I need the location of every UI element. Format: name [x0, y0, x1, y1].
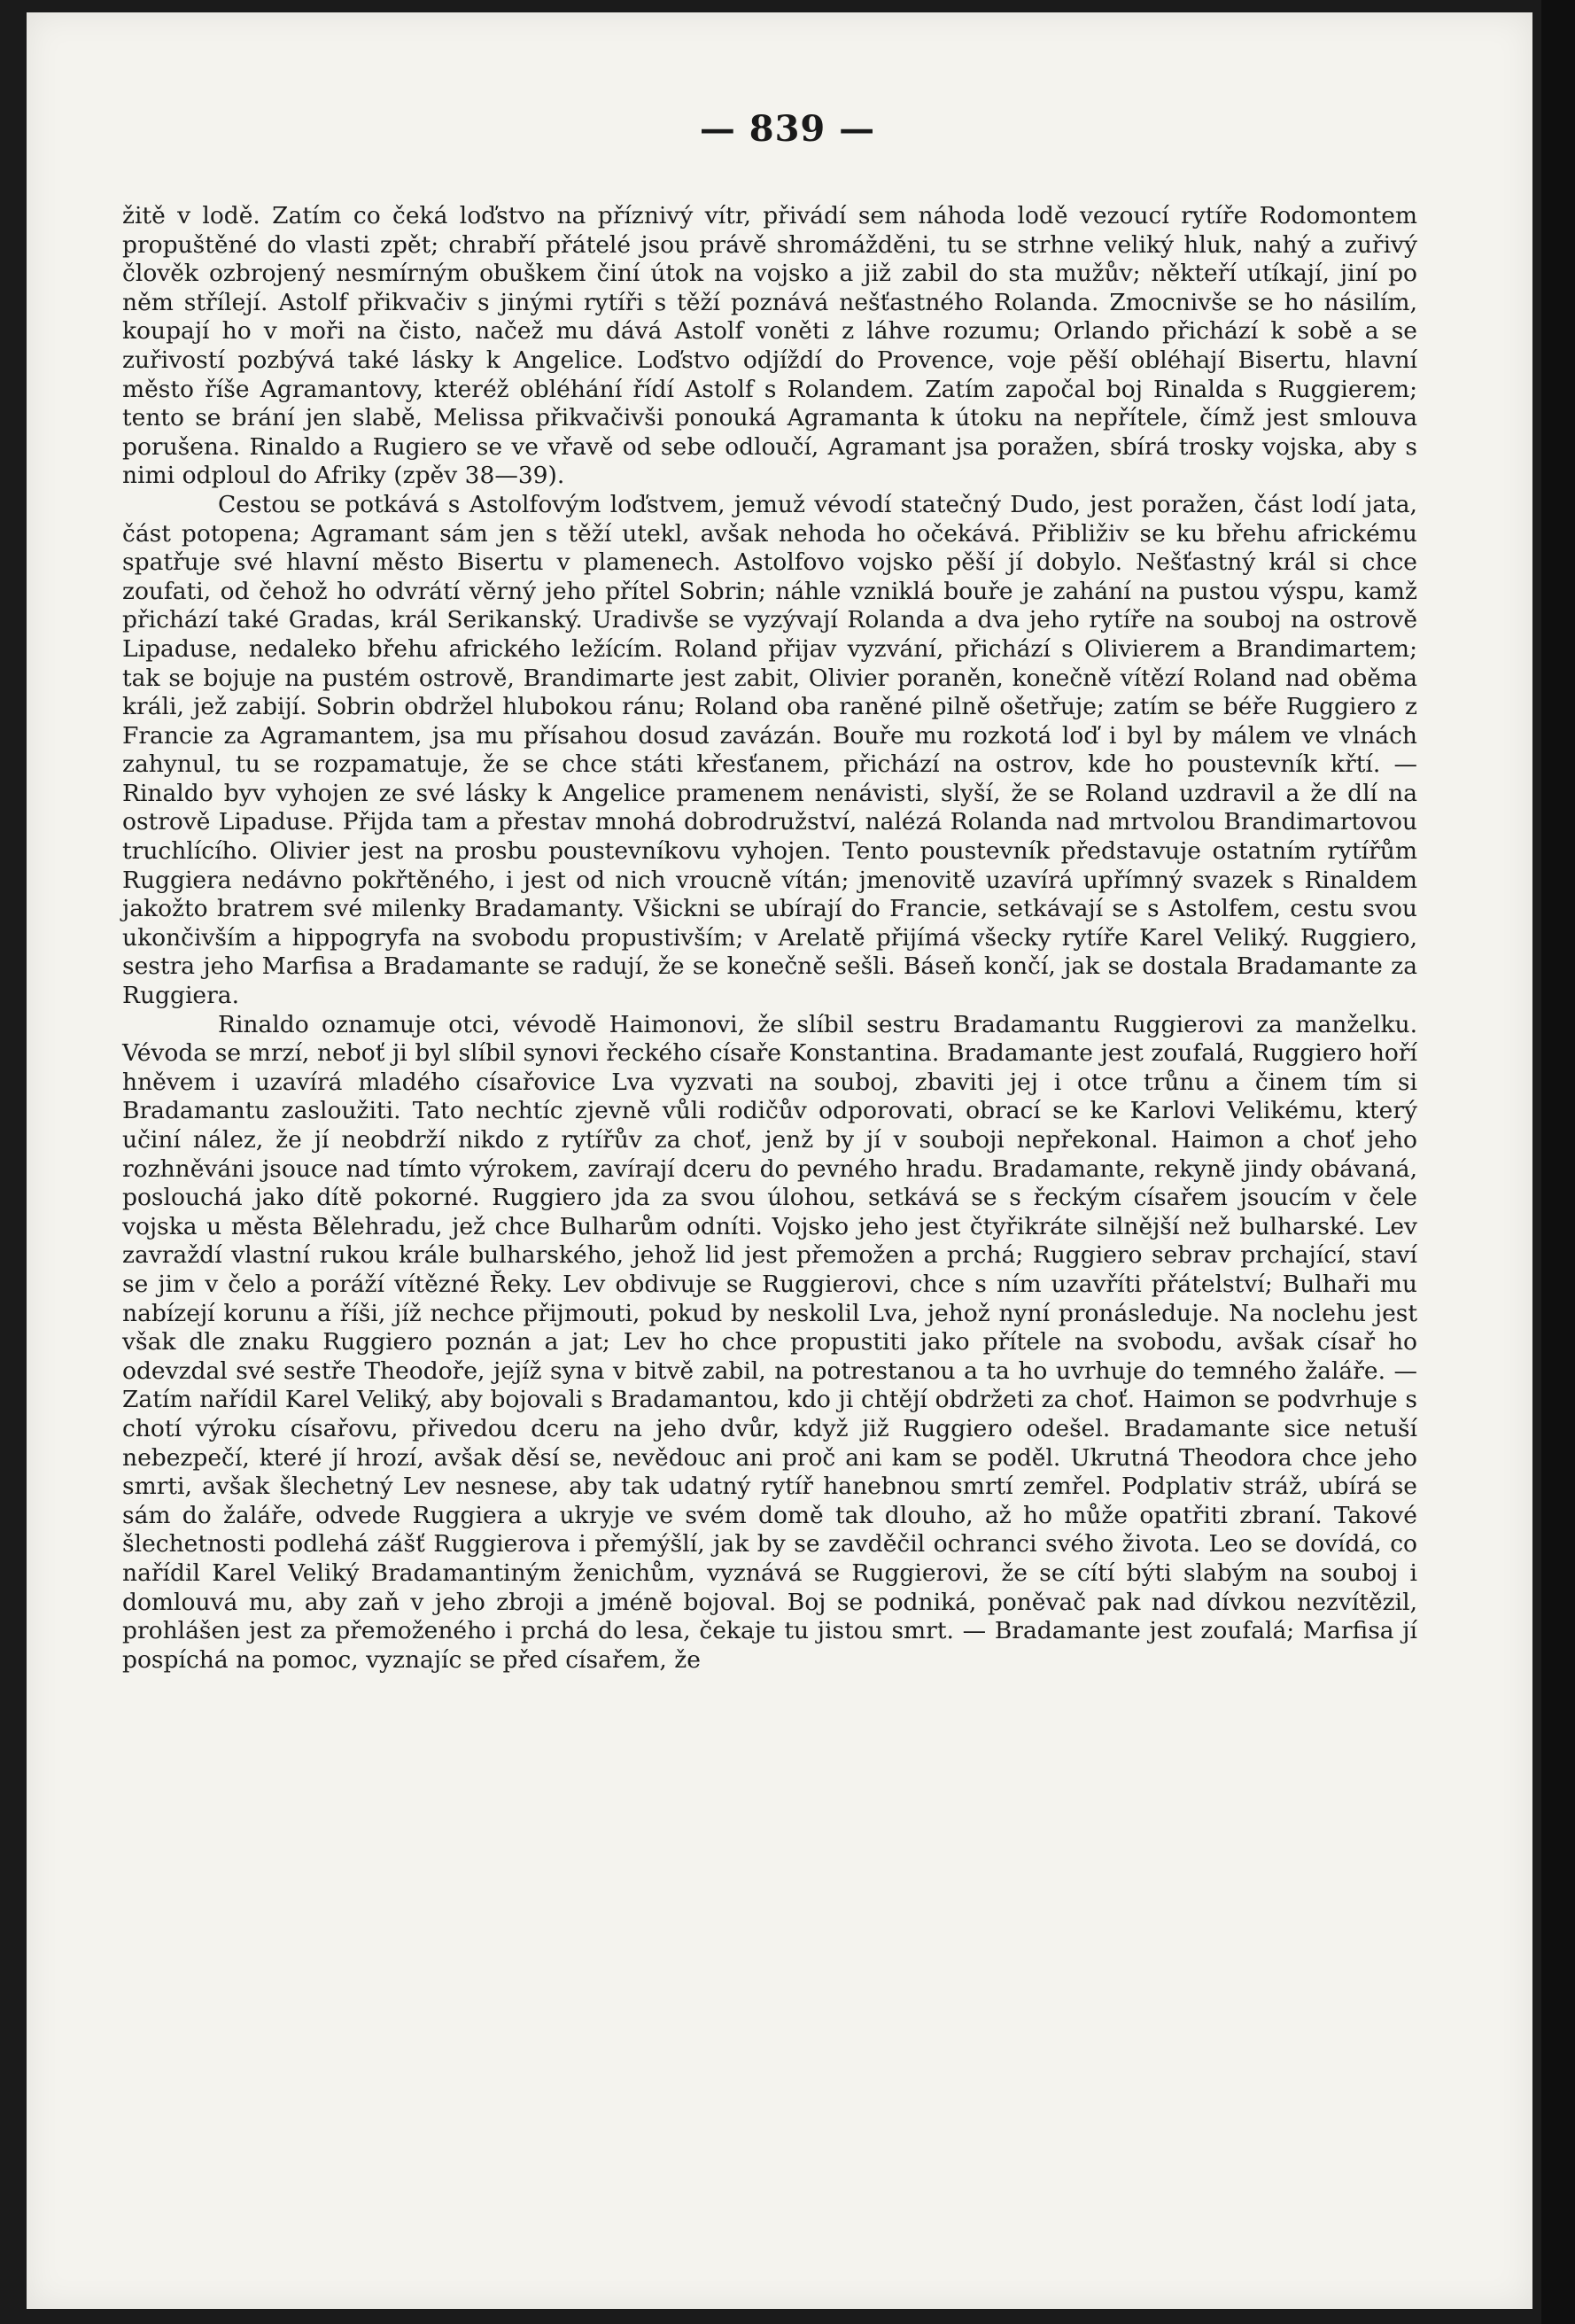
paragraph-1: žitě v lodě. Zatím co čeká loďstvo na příznivý vítr, přivádí sem náhoda lodě vezoucí rytíře Rodomontem propuštěné do vlasti zpět; chrabří přátelé jsou právě shromážděni, tu se strhne veliký hluk, nahý a zuřivý člověk ozbrojený nesmírným obuškem činí útok na vojsko a již zabil do sta mužův; někteří utíkají, jiní po něm střílejí. Astolf přikvačiv s jinými rytíři s těží poznává nešťastného Rolanda. Zmocnivše se ho násilím, koupají ho v moři na čisto, načež mu dává Astolf voněti z láhve rozumu; Orlando přichází k sobě a se zuřivostí pozbývá také lásky k Angelice. Loďstvo odjíždí do Provence, voje pěší obléhají Bisertu, hlavní město říše Agramantovy, kteréž obléhání řídí Astolf s Rolandem. Zatím započal boj Rinalda s Ruggierem; tento se brání jen slabě, Melissa přikvačivši ponouká Agramanta k útoku na nepřítele, čímž jest smlouva porušena. Rinaldo a Rugiero se ve vřavě od sebe odloučí, Agramant jsa poražen, sbírá trosky vojska, aby s nimi odploul do Afriky (zpěv 38—39). [122, 202, 1417, 490]
scan-edge [1541, 0, 1575, 2324]
page-number: — 839 — [699, 108, 876, 150]
paragraph-2: Cestou se potkává s Astolfovým loďstvem, jemuž vévodí statečný Dudo, jest poražen, část lodí jata, část potopena; Agramant sám jen s těží utekl, avšak nehoda ho očekává. Přibliživ se ku břehu africkému spatřuje své hlavní město Bisertu v plamenech. Astolfovo vojsko pěší jí dobylo. Nešťastný král si chce zoufati, od čehož ho odvrátí věrný jeho přítel Sobrin; náhle vzniklá bouře je zahání na pustou výspu, kamž přichází také Gradas, král Serikanský. Uradivše se vyzývají Rolanda a dva jeho rytíře na souboj na ostrově Lipaduse, nedaleko břehu afrického ležícím. Roland přijav vyzvání, přichází s Olivierem a Brandimartem; tak se bojuje na pustém ostrově, Brandimarte jest zabit, Olivier poraněn, konečně vítězí Roland nad oběma králi, jež zabijí. Sobrin obdržel hlubokou ránu; Roland oba raněné pilně ošetřuje; zatím se béře Ruggiero z Francie za Agramantem, jsa mu přísahou dosud zavázán. Bouře mu rozkotá loď i byl by málem ve vlnách zahynul, tu se rozpamatuje, že se chce státi křesťanem, přichází na ostrov, kde ho poustevník křtí. — Rinaldo byv vyhojen ze své lásky k Angelice pramenem nenávisti, slyší, že se Roland uzdravil a že dlí na ostrově Lipaduse. Přijda tam a přestav mnohá dobrodružství, nalézá Rolanda nad mrtvolou Brandimartovou truchlícího. Olivier jest na prosbu poustevníkovu vyhojen. Tento poustevník představuje ostatním rytířům Ruggiera nedávno pokřtěného, i jest od nich vroucně vítán; jmenovitě uzavírá upřímný svazek s Rinaldem jakožto bratrem své milenky Bradamanty. Všickni se ubírají do Francie, setkávají se s Astolfem, cestu svou ukončivším a hippogryfa na svobodu propustivším; v Arelatě přijímá všecky rytíře Karel Veliký. Ruggiero, sestra jeho Marfisa a Bradamante se radují, že se konečně sešli. Báseň končí, jak se dostala Bradamante za Ruggiera. [122, 490, 1417, 1010]
page-body [122, 202, 1417, 1675]
paragraph-3: Rinaldo oznamuje otci, vévodě Haimonovi, že slíbil sestru Bradamantu Ruggierovi za manželku. Vévoda se mrzí, neboť ji byl slíbil synovi řeckého císaře Konstantina. Bradamante jest zoufalá, Ruggiero hoří hněvem i uzavírá mladého císařovice Lva vyzvati na souboj, zbaviti jej i otce trůnu a činem tím si Bradamantu zasloužiti. Tato nechtíc zjevně vůli rodičův odporovati, obrací se ke Karlovi Velikému, který učiní nález, že jí neobdrží nikdo z rytířův za choť, jenž by jí v souboji nepřekonal. Haimon a choť jeho rozhněváni jsouce nad tímto výrokem, zavírají dceru do pevného hradu. Bradamante, rekyně jindy obávaná, poslouchá jako dítě pokorné. Ruggiero jda za svou úlohou, setkává se s řeckým císařem jsoucím v čele vojska u města Bělehradu, jež chce Bulharům odníti. Vojsko jeho jest čtyřikráte silnější než bulharské. Lev zavraždí vlastní rukou krále bulharského, jehož lid jest přemožen a prchá; Ruggiero sebrav prchající, staví se jim v čelo a poráží vítězné Řeky. Lev obdivuje se Ruggierovi, chce s ním uzavříti přátelství; Bulhaři mu nabízejí korunu a říši, jíž nechce přijmouti, pokud by neskolil Lva, jehož nyní pronásleduje. Na noclehu jest však dle znaku Ruggiero poznán a jat; Lev ho chce propustiti jako přítele na svobodu, avšak císař ho odevzdal své sestře Theodoře, jejíž syna v bitvě zabil, na potrestanou a ta ho uvrhuje do temného žaláře. — Zatím nařídil Karel Veliký, aby bojovali s Bradamantou, kdo ji chtějí obdržeti za choť. Haimon se podvrhuje s chotí výroku císařovu, přivedou dceru na jeho dvůr, když již Ruggiero odešel. Bradamante sice netuší nebezpečí, které jí hrozí, avšak děsí se, nevědouc ani proč ani kam se poděl. Ukrutná Theodora chce jeho smrti, avšak šlechetný Lev nesnese, aby tak udatný rytíř hanebnou smrtí zemřel. Podplativ stráž, ubírá se sám do žaláře, odvede Ruggiera a ukryje ve svém domě tak dlouho, až ho může opatřiti zbraní. Takové šlechetnosti podlehá zášť Ruggierova i přemýšlí, jak by se zavděčil ochranci svého života. Leo se dovídá, co nařídil Karel Veliký Bradamantiným ženichům, vyznává se Ruggierovi, že se cítí býti slabým na souboj i domlouvá mu, aby zaň v jeho zbroji a jméně bojoval. Boj se podniká, poněvač pak nad dívkou nezvítězil, prohlášen jest za přemoženého i prchá do lesa, čekaje tu jistou smrt. — Bradamante jest zoufalá; Marfisa jí pospíchá na pomoc, vyznajíc se před císařem, že [122, 1010, 1417, 1674]
